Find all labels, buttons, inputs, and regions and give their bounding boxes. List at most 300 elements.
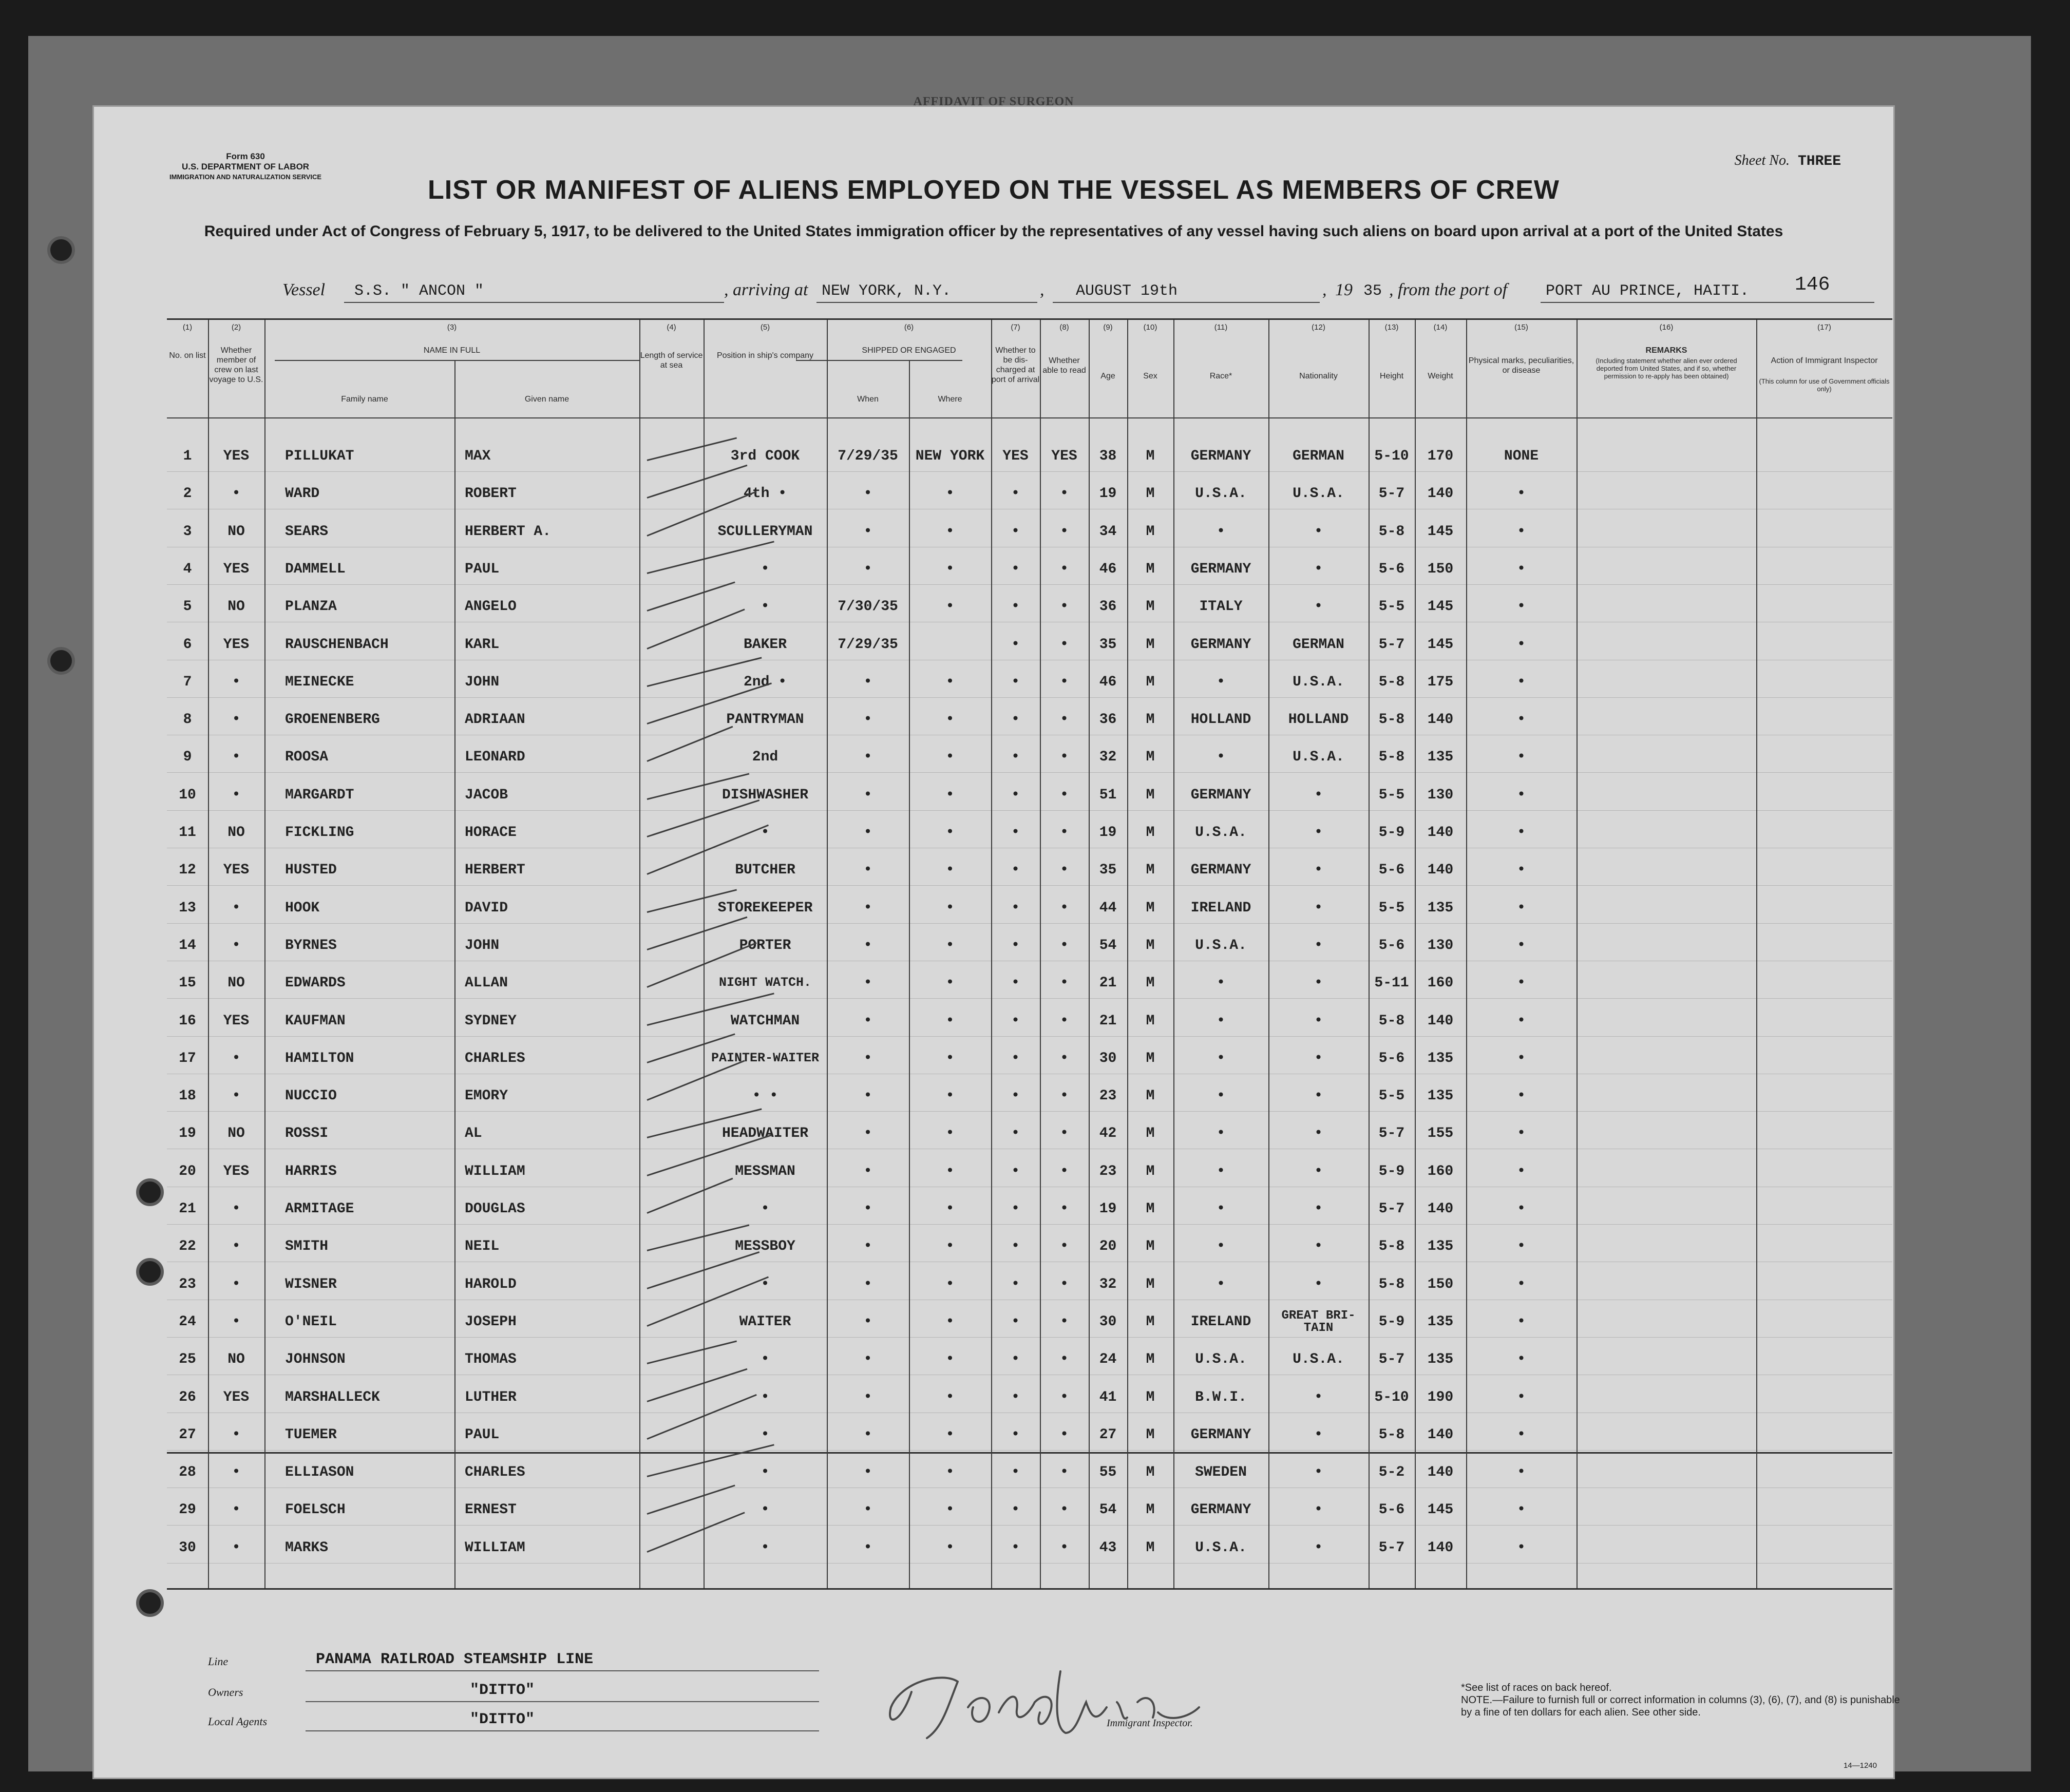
cell-height: 5-11 — [1374, 975, 1409, 992]
cell-able-to-read: • — [1060, 900, 1069, 916]
cell-weight: 135 — [1427, 749, 1454, 766]
cell-race: GERMANY — [1190, 448, 1251, 464]
cell-shipped-where: • — [945, 937, 955, 954]
cell-shipped-where: • — [945, 1238, 955, 1255]
col-3-number: (3) — [447, 323, 457, 332]
col-16-number: (16) — [1659, 323, 1674, 332]
header-when: When — [857, 395, 879, 404]
cell-row-number: 11 — [179, 825, 196, 841]
cell-row-number: 6 — [183, 636, 192, 653]
cell-position: • — [761, 1502, 770, 1518]
cell-given-name: JOHN — [465, 937, 500, 954]
crew-table — [167, 318, 1892, 1590]
cell-discharged: • — [1011, 1464, 1020, 1481]
cell-given-name: CHARLES — [465, 1464, 525, 1481]
cell-member-last-voyage: YES — [223, 862, 250, 879]
cell-discharged: • — [1011, 1426, 1020, 1443]
row-rule — [167, 1450, 1892, 1451]
cell-shipped-when: • — [863, 1389, 872, 1405]
cell-race: GERMANY — [1190, 862, 1251, 879]
cell-weight: 140 — [1427, 712, 1454, 728]
cell-position: MESSBOY — [735, 1238, 795, 1255]
cell-weight: 135 — [1427, 1351, 1454, 1368]
cell-family-name: RAUSCHENBACH — [285, 636, 389, 653]
cell-shipped-when: • — [863, 1013, 872, 1029]
cell-discharged: • — [1011, 1276, 1020, 1292]
cell-nationality: U.S.A. — [1293, 1351, 1344, 1368]
cell-shipped-when: • — [863, 749, 872, 766]
col-11-number: (11) — [1214, 323, 1228, 332]
cell-able-to-read: • — [1060, 1502, 1069, 1518]
cell-age: 36 — [1099, 599, 1117, 615]
cell-given-name: LEONARD — [465, 749, 525, 766]
cell-shipped-where: • — [945, 975, 955, 992]
col-17-number: (17) — [1817, 323, 1831, 332]
cell-height: 5-8 — [1378, 1426, 1405, 1443]
cell-race: GERMANY — [1190, 1426, 1251, 1443]
cell-row-number: 29 — [179, 1502, 196, 1518]
cell-given-name: ANGELO — [465, 599, 517, 615]
cell-sex: M — [1146, 1426, 1155, 1443]
cell-shipped-where: • — [945, 561, 955, 577]
cell-age: 38 — [1099, 448, 1117, 464]
cell-shipped-when: • — [863, 1126, 872, 1142]
cell-shipped-where: • — [945, 1539, 955, 1556]
cell-weight: 135 — [1427, 1050, 1454, 1066]
header-able-to-read: Whether able to read — [1042, 356, 1086, 375]
cell-height: 5-7 — [1378, 1539, 1405, 1556]
cell-nationality: • — [1314, 900, 1323, 916]
cell-height: 5-7 — [1378, 1126, 1405, 1142]
cell-age: 23 — [1099, 1088, 1117, 1104]
cell-discharged: • — [1011, 561, 1020, 577]
cell-member-last-voyage: • — [232, 1276, 241, 1292]
cell-shipped-where: • — [945, 1389, 955, 1405]
cell-height: 5-8 — [1378, 1013, 1405, 1029]
cell-able-to-read: • — [1060, 599, 1069, 615]
cell-age: 24 — [1099, 1351, 1117, 1368]
cell-physical-marks: • — [1517, 862, 1526, 879]
cell-row-number: 22 — [179, 1238, 196, 1255]
header-remarks-note: (Including statement whether alien ever ordered deported from United States, and if so, whether permission to re-apply has been obtained) — [1596, 357, 1737, 380]
cell-position: • — [761, 1389, 770, 1405]
header-inspector-action: Action of Immigrant Inspector — [1771, 356, 1878, 365]
cell-position: • — [761, 1201, 770, 1217]
cell-shipped-when: • — [863, 1088, 872, 1104]
cell-member-last-voyage: YES — [223, 1163, 250, 1179]
cell-position: 2nd • — [743, 674, 787, 690]
cell-race: • — [1217, 1276, 1225, 1292]
cell-sex: M — [1146, 787, 1155, 803]
cell-shipped-where: • — [945, 862, 955, 879]
col-2-number: (2) — [231, 323, 241, 332]
cell-race: • — [1217, 1050, 1225, 1066]
arriving-port: NEW YORK, N.Y. — [822, 282, 952, 300]
cell-weight: 140 — [1427, 825, 1454, 841]
cell-race: • — [1217, 1088, 1225, 1104]
cell-height: 5-8 — [1378, 1238, 1405, 1255]
cell-race: • — [1217, 523, 1225, 540]
cell-family-name: MARSHALLECK — [285, 1389, 380, 1405]
cell-able-to-read: • — [1060, 975, 1069, 992]
cell-discharged: • — [1011, 1201, 1020, 1217]
cell-weight: 130 — [1427, 787, 1454, 803]
cell-able-to-read: • — [1060, 1013, 1069, 1029]
cell-physical-marks: • — [1517, 1088, 1526, 1104]
cell-weight: 145 — [1427, 636, 1454, 653]
cell-shipped-where: • — [945, 1426, 955, 1443]
cell-shipped-when: • — [863, 1502, 872, 1518]
cell-physical-marks: • — [1517, 749, 1526, 766]
cell-nationality: U.S.A. — [1293, 674, 1344, 690]
cell-sex: M — [1146, 1313, 1155, 1330]
cell-nationality: • — [1314, 862, 1323, 879]
cell-given-name: LUTHER — [465, 1389, 517, 1405]
binder-hole — [136, 1589, 164, 1617]
header-inspector-note: (This column for use of Government officials only) — [1759, 377, 1890, 393]
cell-discharged: YES — [1002, 448, 1029, 464]
cell-family-name: SEARS — [285, 523, 329, 540]
row-rule — [167, 1036, 1892, 1037]
cell-race: GERMANY — [1190, 787, 1251, 803]
row-rule — [167, 1111, 1892, 1112]
cell-given-name: HERBERT — [465, 862, 525, 879]
cell-race: • — [1217, 674, 1225, 690]
binder-hole — [136, 1178, 164, 1206]
cell-given-name: JOSEPH — [465, 1313, 517, 1330]
cell-shipped-when: • — [863, 561, 872, 577]
cell-weight: 140 — [1427, 1013, 1454, 1029]
cell-sex: M — [1146, 1201, 1155, 1217]
cell-physical-marks: • — [1517, 1351, 1526, 1368]
column-rule — [1040, 320, 1041, 1588]
cell-shipped-when: • — [863, 1539, 872, 1556]
row-rule — [167, 810, 1892, 811]
sheet-number-value: THREE — [1797, 154, 1841, 169]
cell-position: DISHWASHER — [721, 787, 809, 803]
column-rule — [639, 320, 640, 1588]
cell-family-name: ROOSA — [285, 749, 329, 766]
cell-sex: M — [1146, 599, 1155, 615]
cell-member-last-voyage: • — [232, 1088, 241, 1104]
row-rule — [167, 1525, 1892, 1526]
cell-member-last-voyage: NO — [227, 1126, 245, 1142]
cell-shipped-where: • — [945, 674, 955, 690]
cell-position: WATCHMAN — [730, 1013, 800, 1029]
cell-family-name: HAMILTON — [285, 1050, 354, 1066]
header-given-name: Given name — [524, 395, 569, 404]
cell-member-last-voyage: • — [232, 1313, 241, 1330]
cell-physical-marks: • — [1517, 1013, 1526, 1029]
cell-given-name: HERBERT A. — [465, 523, 552, 540]
cell-age: 19 — [1099, 825, 1117, 841]
cell-nationality: • — [1314, 1050, 1323, 1066]
cell-shipped-when: • — [863, 523, 872, 540]
cell-row-number: 9 — [183, 749, 192, 766]
cell-height: 5-9 — [1378, 1163, 1405, 1179]
cell-race: U.S.A. — [1195, 486, 1247, 502]
cell-weight: 190 — [1427, 1389, 1454, 1405]
cell-member-last-voyage: YES — [223, 448, 250, 464]
cell-row-number: 2 — [183, 486, 192, 502]
owners-label: Owners — [208, 1686, 243, 1699]
cell-member-last-voyage: • — [232, 937, 241, 954]
footer-notes — [1461, 1682, 1913, 1719]
cell-nationality: • — [1314, 1276, 1323, 1292]
cell-position: • — [761, 561, 770, 577]
cell-shipped-where: • — [945, 1088, 955, 1104]
cell-family-name: KAUFMAN — [285, 1013, 346, 1029]
cell-height: 5-6 — [1378, 561, 1405, 577]
cell-weight: 145 — [1427, 599, 1454, 615]
cell-nationality: • — [1314, 1201, 1323, 1217]
cell-shipped-where: • — [945, 1163, 955, 1179]
cell-sex: M — [1146, 1539, 1155, 1556]
col-8-number: (8) — [1059, 323, 1069, 332]
cell-position: PORTER — [739, 937, 791, 954]
cell-age: 23 — [1099, 1163, 1117, 1179]
cell-sex: M — [1146, 448, 1155, 464]
cell-discharged: • — [1011, 1163, 1020, 1179]
cell-able-to-read: • — [1060, 1050, 1069, 1066]
header-sex: Sex — [1143, 372, 1157, 380]
cell-discharged: • — [1011, 636, 1020, 653]
cell-family-name: SMITH — [285, 1238, 329, 1255]
arrival-year: 35 — [1363, 282, 1382, 300]
cell-sex: M — [1146, 1351, 1155, 1368]
cell-shipped-where: • — [945, 1276, 955, 1292]
table-bottom-rule — [167, 1452, 1892, 1454]
col-10-number: (10) — [1143, 323, 1157, 332]
header-name-in-full: NAME IN FULL — [423, 346, 481, 355]
cell-position: BAKER — [743, 636, 787, 653]
cell-age: 20 — [1099, 1238, 1117, 1255]
cell-position: • — [761, 825, 770, 841]
cell-given-name: DAVID — [465, 900, 508, 916]
cell-family-name: FICKLING — [285, 825, 354, 841]
cell-age: 35 — [1099, 636, 1117, 653]
cell-position: STOREKEEPER — [717, 900, 813, 916]
owners-value: "DITTO" — [470, 1682, 535, 1699]
cell-family-name: WISNER — [285, 1276, 337, 1292]
cell-discharged: • — [1011, 900, 1020, 916]
cell-row-number: 30 — [179, 1539, 196, 1556]
header-nationality: Nationality — [1299, 372, 1338, 380]
cell-sex: M — [1146, 1238, 1155, 1255]
col-13-number: (13) — [1384, 323, 1399, 332]
cell-able-to-read: • — [1060, 1539, 1069, 1556]
cell-able-to-read: • — [1060, 1426, 1069, 1443]
cell-physical-marks: • — [1517, 1126, 1526, 1142]
cell-height: 5-10 — [1374, 448, 1409, 464]
cell-able-to-read: • — [1060, 561, 1069, 577]
col-6-number: (6) — [904, 323, 914, 332]
cell-weight: 160 — [1427, 1163, 1454, 1179]
cell-sex: M — [1146, 975, 1155, 992]
cell-physical-marks: • — [1517, 561, 1526, 577]
cell-shipped-when: • — [863, 1313, 872, 1330]
cell-nationality: • — [1314, 1502, 1323, 1518]
cell-sex: M — [1146, 1050, 1155, 1066]
cell-sex: M — [1146, 523, 1155, 540]
cell-shipped-where: • — [945, 1013, 955, 1029]
cell-sex: M — [1146, 825, 1155, 841]
cell-family-name: FOELSCH — [285, 1502, 346, 1518]
cell-position: • — [761, 1426, 770, 1443]
cell-family-name: EDWARDS — [285, 975, 346, 992]
cell-given-name: HORACE — [465, 825, 517, 841]
cell-member-last-voyage: • — [232, 787, 241, 803]
vessel-label: Vessel — [282, 280, 326, 299]
cell-member-last-voyage: • — [232, 674, 241, 690]
cell-weight: 150 — [1427, 561, 1454, 577]
row-rule — [167, 998, 1892, 999]
cell-member-last-voyage: NO — [227, 825, 245, 841]
cell-nationality: • — [1314, 523, 1323, 540]
header-where: Where — [938, 395, 962, 404]
cell-given-name: AL — [465, 1126, 482, 1142]
cell-sex: M — [1146, 862, 1155, 879]
cell-age: 32 — [1099, 749, 1117, 766]
cell-discharged: • — [1011, 825, 1020, 841]
cell-shipped-where: • — [945, 900, 955, 916]
cell-able-to-read: • — [1060, 1163, 1069, 1179]
service-name: IMMIGRATION AND NATURALIZATION SERVICE — [169, 173, 322, 181]
cell-given-name: KARL — [465, 636, 500, 653]
affidavit-heading: AFFIDAVIT OF SURGEON — [913, 95, 1074, 108]
cell-family-name: O'NEIL — [285, 1313, 337, 1330]
cell-nationality: GREAT BRI-TAIN — [1281, 1308, 1356, 1335]
cell-height: 5-9 — [1378, 825, 1405, 841]
cell-family-name: GROENENBERG — [285, 712, 380, 728]
cell-sex: M — [1146, 1389, 1155, 1405]
cell-nationality: • — [1314, 825, 1323, 841]
cell-discharged: • — [1011, 1013, 1020, 1029]
cell-discharged: • — [1011, 1502, 1020, 1518]
cell-member-last-voyage: • — [232, 1539, 241, 1556]
name-group-rule — [275, 360, 639, 361]
cell-member-last-voyage: • — [232, 1201, 241, 1217]
cell-physical-marks: • — [1517, 486, 1526, 502]
cell-height: 5-7 — [1378, 486, 1405, 502]
cell-shipped-when: • — [863, 825, 872, 841]
cell-age: 54 — [1099, 937, 1117, 954]
cell-row-number: 10 — [179, 787, 196, 803]
cell-nationality: • — [1314, 1163, 1323, 1179]
departure-port: PORT AU PRINCE, HAITI. — [1546, 282, 1750, 300]
cell-nationality: • — [1314, 1426, 1323, 1443]
column-rule — [1756, 320, 1757, 1588]
cell-able-to-read: • — [1060, 1276, 1069, 1292]
cell-family-name: PILLUKAT — [285, 448, 354, 464]
column-rule — [208, 320, 209, 1588]
cell-able-to-read: • — [1060, 749, 1069, 766]
cell-position: NIGHT WATCH. — [718, 975, 812, 990]
cell-weight: 175 — [1427, 674, 1454, 690]
cell-member-last-voyage: NO — [227, 523, 245, 540]
cell-nationality: • — [1314, 1539, 1323, 1556]
cell-height: 5-7 — [1378, 1351, 1405, 1368]
cell-shipped-where: • — [945, 523, 955, 540]
cell-member-last-voyage: NO — [227, 975, 245, 992]
cell-able-to-read: • — [1060, 674, 1069, 690]
cell-physical-marks: • — [1517, 1163, 1526, 1179]
cell-family-name: TUEMER — [285, 1426, 337, 1443]
cell-age: 34 — [1099, 523, 1117, 540]
cell-nationality: • — [1314, 1088, 1323, 1104]
cell-row-number: 15 — [179, 975, 196, 992]
cell-shipped-when: • — [863, 1464, 872, 1481]
header-discharged: Whether to be dis-charged at port of arrival — [991, 346, 1040, 384]
cell-height: 5-6 — [1378, 1502, 1405, 1518]
cell-shipped-where: • — [945, 1050, 955, 1066]
cell-able-to-read: • — [1060, 862, 1069, 879]
cell-age: 43 — [1099, 1539, 1117, 1556]
cell-height: 5-8 — [1378, 674, 1405, 690]
cell-row-number: 5 — [183, 599, 192, 615]
cell-age: 55 — [1099, 1464, 1117, 1481]
cell-shipped-where: • — [945, 712, 955, 728]
cell-race: ITALY — [1199, 599, 1243, 615]
cell-sex: M — [1146, 1464, 1155, 1481]
cell-shipped-where: • — [945, 599, 955, 615]
cell-position: SCULLERYMAN — [717, 523, 813, 540]
cell-race: GERMANY — [1190, 636, 1251, 653]
cell-able-to-read: • — [1060, 1126, 1069, 1142]
cell-family-name: HOOK — [285, 900, 320, 916]
cell-nationality: • — [1314, 937, 1323, 954]
row-rule — [167, 584, 1892, 585]
cell-physical-marks: • — [1517, 937, 1526, 954]
cell-discharged: • — [1011, 937, 1020, 954]
cell-race: IRELAND — [1190, 900, 1251, 916]
cell-weight: 140 — [1427, 1426, 1454, 1443]
cell-physical-marks: • — [1517, 636, 1526, 653]
cell-height: 5-5 — [1378, 787, 1405, 803]
cell-age: 30 — [1099, 1050, 1117, 1066]
cell-position: • — [761, 1539, 770, 1556]
cell-shipped-when: • — [863, 1426, 872, 1443]
cell-given-name: ERNEST — [465, 1502, 517, 1518]
cell-discharged: • — [1011, 1539, 1020, 1556]
cell-age: 27 — [1099, 1426, 1117, 1443]
cell-member-last-voyage: YES — [223, 1013, 250, 1029]
cell-member-last-voyage: NO — [227, 599, 245, 615]
cell-family-name: MEINECKE — [285, 674, 354, 690]
cell-sex: M — [1146, 1163, 1155, 1179]
cell-race: U.S.A. — [1195, 1539, 1247, 1556]
header-no-on-list: No. on list — [169, 351, 206, 360]
cell-shipped-when: • — [863, 787, 872, 803]
cell-position: WAITER — [739, 1313, 791, 1330]
cell-position: • • — [752, 1088, 778, 1104]
cell-physical-marks: • — [1517, 674, 1526, 690]
cell-race: • — [1217, 1013, 1225, 1029]
cell-nationality: • — [1314, 1126, 1323, 1142]
column-rule — [909, 360, 910, 1588]
cell-family-name: BYRNES — [285, 937, 337, 954]
cell-age: 19 — [1099, 1201, 1117, 1217]
cell-row-number: 1 — [183, 448, 192, 464]
cell-nationality: GERMAN — [1293, 636, 1344, 653]
cell-physical-marks: • — [1517, 900, 1526, 916]
cell-discharged: • — [1011, 523, 1020, 540]
cell-height: 5-10 — [1374, 1389, 1409, 1405]
cell-given-name: SYDNEY — [465, 1013, 517, 1029]
column-rule — [704, 320, 705, 1588]
cell-height: 5-8 — [1378, 523, 1405, 540]
cell-discharged: • — [1011, 1351, 1020, 1368]
